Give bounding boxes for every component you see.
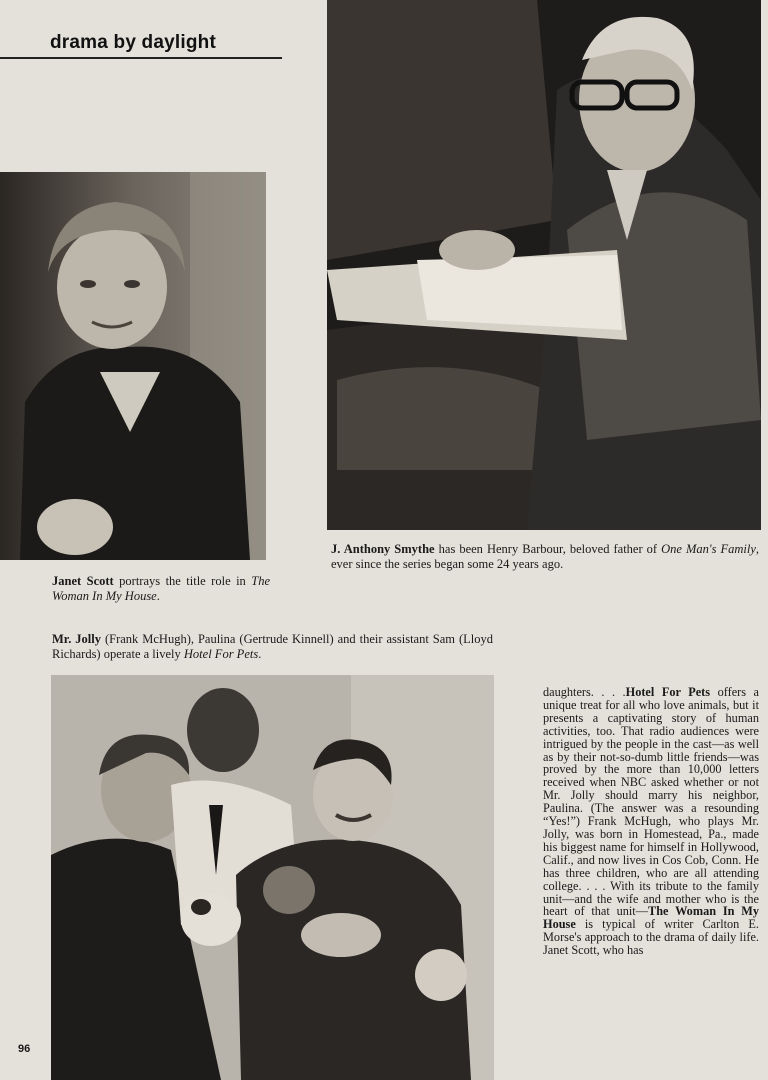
caption-end: . xyxy=(156,589,160,603)
photo-hotel-for-pets-cast xyxy=(51,675,494,1080)
section-title: drama by daylight xyxy=(50,32,216,53)
caption-hotel-for-pets xyxy=(52,632,493,662)
caption-name: Janet Scott xyxy=(52,574,114,588)
title-rule xyxy=(0,57,282,59)
photo-anthony-smythe xyxy=(327,0,761,530)
show-title: The Woman In My House xyxy=(543,904,759,932)
body-text: offers a unique treat for all who love animals, but it presents a captivating story of human activities, too. That radio audiences were intrigued by the people in the cast—as well as by their not-so-dumb little friends—was proved by the more than 10,000 letters received when NBC asked whether or not Mr. Jolly should marry his neighbor, Paulina. (The answer was a resounding “Yes!”) Frank McHugh, who plays Mr. Jolly, was born in Homestead, Pa., made his biggest name for himself in Hollywood, Calif., and now lives in Cos Cob, Conn. He has three children, who are all attending college. . . . With its tribute to the family unit—and the wife and mother who is the heart of that unit— xyxy=(543,685,760,919)
page-number: 96 xyxy=(18,1043,31,1055)
caption-show: The Woman In My House xyxy=(52,574,270,603)
caption-show: One Man's Family xyxy=(661,542,756,556)
caption-janet-scott xyxy=(52,574,270,604)
show-title: Hotel For Pets xyxy=(625,685,711,699)
caption-text: (Frank McHugh), Paulina (Gertrude Kinnell) and their assistant Sam (Lloyd Richards) operate a lively xyxy=(52,632,494,661)
caption-name: J. Anthony Smythe xyxy=(331,542,435,556)
body-text: is typical of writer Carlton E. Morse's approach to the drama of daily life. Janet Scott, who has xyxy=(543,917,759,958)
article-body xyxy=(543,686,759,957)
caption-show: Hotel For Pets xyxy=(183,647,259,661)
caption-name: Mr. Jolly xyxy=(52,632,101,646)
caption-text: portrays the title role in xyxy=(119,574,246,588)
caption-end: . xyxy=(258,647,262,661)
body-text: daughters. . . . xyxy=(543,685,626,699)
photo-janet-scott xyxy=(0,172,266,560)
caption-text: has been Henry Barbour, beloved father of xyxy=(438,542,658,556)
caption-anthony-smythe xyxy=(331,542,759,572)
caption-end: , ever since the series began some 24 years ago. xyxy=(331,542,760,571)
